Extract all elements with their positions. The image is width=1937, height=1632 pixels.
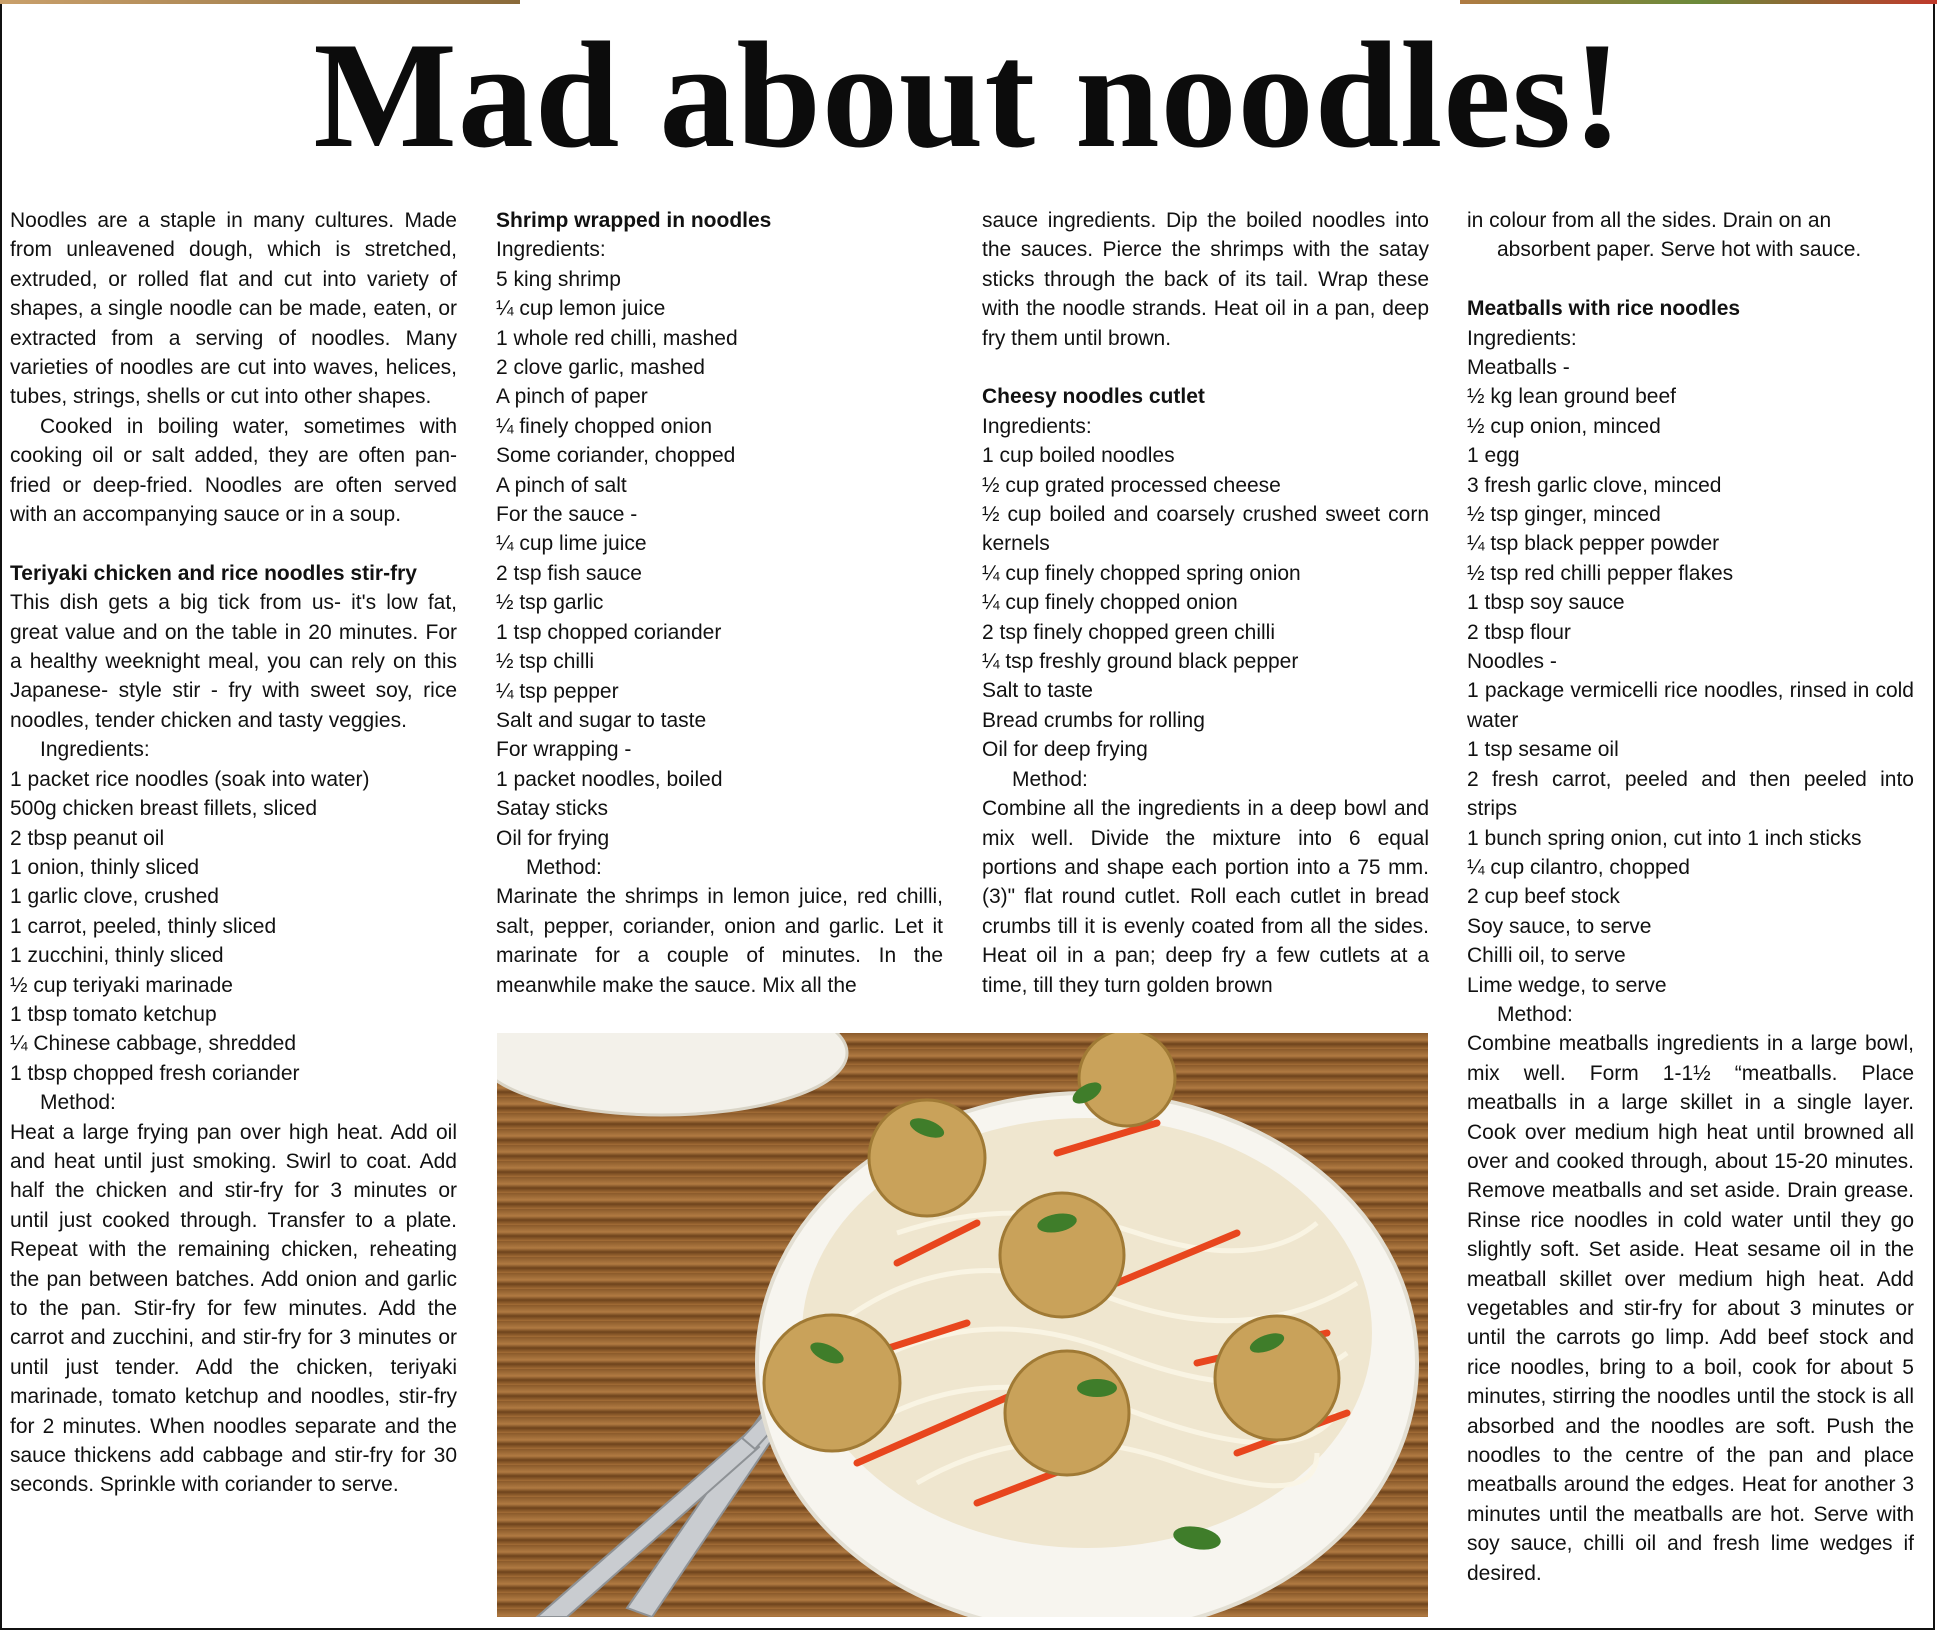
- ingredient: A pinch of salt: [496, 473, 627, 497]
- ingredient: Oil for deep frying: [982, 738, 1148, 762]
- ingredient: ¼ cup finely chopped onion: [982, 591, 1238, 615]
- ingredient: 1 packet rice noodles (soak into water): [10, 767, 370, 791]
- ingredient: 1 tbsp soy sauce: [1467, 591, 1625, 615]
- teriyaki-ingredient-list: [10, 765, 457, 1088]
- intro-paragraph-2: Cooked in boiling water, sometimes with cooking oil or salt added, they are often pan-fried or deep-fried. Noodles are often served with an accompanying sauce or in a soup.: [10, 414, 457, 527]
- ingredient: 1 zucchini, thinly sliced: [10, 944, 224, 968]
- ingredient: ½ tsp garlic: [496, 591, 604, 615]
- ingredient: Salt to taste: [982, 679, 1093, 703]
- ingredient: A pinch of paper: [496, 385, 648, 409]
- column-2: [496, 206, 943, 1000]
- cutlet-method-part-2a: in colour from all the sides. Drain on an: [1467, 209, 1832, 232]
- ingredient: 1 cup boiled noodles: [982, 444, 1175, 468]
- ingredient: 3 fresh garlic clove, minced: [1467, 473, 1722, 497]
- shrimp-ingredients-label: Ingredients:: [496, 238, 606, 262]
- ingredient: Some coriander, chopped: [496, 444, 736, 468]
- ingredient: 1 egg: [1467, 444, 1520, 468]
- ingredient: ¼ tsp freshly ground black pepper: [982, 650, 1299, 674]
- ingredient: ¼ cup finely chopped spring onion: [982, 561, 1301, 585]
- ingredient: Bread crumbs for rolling: [982, 708, 1205, 732]
- cutlet-method-part-1: Combine all the ingredients in a deep bowl and mix well. Divide the mixture into 6 equal portions and shape each portion into a 75 mm. (3)" flat round cutlet. Roll each cutlet in bread crumbs till it is evenly coated from all the sides. Heat oil in a pan; deep fry a few cutlets at a time, till they turn golden brown: [982, 797, 1429, 997]
- ingredient: 2 tbsp peanut oil: [10, 826, 165, 850]
- ingredient: ¼ cup lime juice: [496, 532, 647, 556]
- ingredient: 1 garlic clove, crushed: [10, 885, 219, 909]
- column-3: [982, 206, 1429, 1000]
- teriyaki-ingredients-label: Ingredients:: [40, 738, 150, 762]
- column-4: [1467, 206, 1914, 1588]
- ingredient: 5 king shrimp: [496, 267, 621, 291]
- ingredient: 1 whole red chilli, mashed: [496, 326, 738, 350]
- ingredient: 1 tbsp tomato ketchup: [10, 1002, 217, 1026]
- meatballs-ingredients-label: Ingredients:: [1467, 326, 1577, 350]
- cutlet-title: Cheesy noodles cutlet: [982, 385, 1205, 409]
- ingredient: For the sauce -: [496, 503, 638, 527]
- ingredient: Chilli oil, to serve: [1467, 944, 1626, 968]
- ingredient: 2 tsp fish sauce: [496, 561, 642, 585]
- cutlet-ingredients-label: Ingredients:: [982, 414, 1092, 438]
- ingredient: ½ cup onion, minced: [1467, 414, 1661, 438]
- ingredient: Oil for frying: [496, 826, 610, 850]
- ingredient: ¼ tsp black pepper powder: [1467, 532, 1720, 556]
- ingredient: 1 tbsp chopped fresh coriander: [10, 1061, 300, 1085]
- ingredient: ¼ Chinese cabbage, shredded: [10, 1032, 297, 1056]
- intro-paragraph-1: Noodles are a staple in many cultures. Made from unleavened dough, which is stretched, extruded, or rolled flat and cut into variety of shapes, a single noodle can be made, eaten, or extracted from a serving of noodles. Many varieties of noodles are cut into waves, helices, tubes, strings, shells or cut into other shapes.: [10, 209, 457, 409]
- ingredient: ¼ finely chopped onion: [496, 414, 712, 438]
- ingredient: 1 package vermicelli rice noodles, rinsed in cold water: [1467, 679, 1914, 732]
- ingredient: ¼ cup lemon juice: [496, 297, 666, 321]
- noodles-sub-label: Noodles -: [1467, 650, 1557, 674]
- teriyaki-method-label: Method:: [40, 1091, 116, 1115]
- cutlet-ingredient-list: [982, 441, 1429, 764]
- ingredient: 1 packet noodles, boiled: [496, 767, 723, 791]
- ingredient: Satay sticks: [496, 797, 609, 821]
- ingredient: ½ kg lean ground beef: [1467, 385, 1676, 409]
- meatball-noodle-bowl-illustration: [497, 1033, 1428, 1617]
- headline: Mad about noodles!: [313, 11, 1624, 179]
- meatballs-sub-label: Meatballs -: [1467, 356, 1570, 380]
- ingredient: 2 tsp finely chopped green chilli: [982, 620, 1276, 644]
- ingredient: ½ tsp chilli: [496, 650, 595, 674]
- ingredient: Soy sauce, to serve: [1467, 914, 1652, 938]
- ingredient: ½ tsp ginger, minced: [1467, 503, 1661, 527]
- meatball-ingredient-list: [1467, 382, 1914, 647]
- ingredient: ¼ tsp pepper: [496, 679, 619, 703]
- ingredient: ½ cup boiled and coarsely crushed sweet corn kernels: [982, 503, 1429, 556]
- ingredient: 2 cup beef stock: [1467, 885, 1620, 909]
- ingredient: ½ cup grated processed cheese: [982, 473, 1281, 497]
- teriyaki-method: Heat a large frying pan over high heat. Add oil and heat until just smoking. Swirl to coat. Add half the chicken and stir-fry for 3 minutes or until just cooked through. Transfer to a plate. Repeat with the remaining chicken, reheating the pan between batches. Add onion and garlic to the pan. Stir-fry for few minutes. Add the carrot and zucchini, and stir-fry for 3 minutes or until just tender. Add the chicken, teriyaki marinade, tomato ketchup and noodles, stir-fry for 2 minutes. When noodles separate and the sauce thickens add cabbage and stir-fry for 30 seconds. Sprinkle with coriander to serve.: [10, 1120, 457, 1497]
- ingredient: ½ cup teriyaki marinade: [10, 973, 233, 997]
- shrimp-title: Shrimp wrapped in noodles: [496, 209, 772, 232]
- ingredient: 2 fresh carrot, peeled and then peeled into strips: [1467, 767, 1914, 821]
- cutlet-method-label: Method:: [1012, 767, 1088, 791]
- shrimp-method-part-1: Marinate the shrimps in lemon juice, red chilli, salt, pepper, coriander, onion and garlic. Let it marinate for a couple of minutes. In the meanwhile make the sauce. Mix all the: [496, 885, 943, 997]
- meatballs-method-label: Method:: [1497, 1002, 1573, 1026]
- top-color-strip-right: [1460, 0, 1937, 4]
- ingredient: 2 clove garlic, mashed: [496, 356, 705, 380]
- shrimp-ingredient-list: [496, 265, 943, 853]
- column-1: [10, 206, 457, 1500]
- top-color-strip-left: [0, 0, 520, 4]
- shrimp-method-part-2: sauce ingredients. Dip the boiled noodles into the sauces. Pierce the shrimps with the satay sticks through the back of its tail. Wrap these with the noodle strands. Heat oil in a pan, deep fry them until brown.: [982, 209, 1429, 350]
- noodle-ingredient-list: [1467, 676, 1914, 999]
- ingredient: ½ tsp red chilli pepper flakes: [1467, 561, 1734, 585]
- ingredient: Lime wedge, to serve: [1467, 973, 1667, 997]
- cutlet-method-part-2b: absorbent paper. Serve hot with sauce.: [1497, 238, 1862, 262]
- ingredient: 1 tsp chopped coriander: [496, 620, 722, 644]
- ingredient: Salt and sugar to taste: [496, 708, 707, 732]
- ingredient: ¼ cup cilantro, chopped: [1467, 855, 1690, 879]
- ingredient: 1 bunch spring onion, cut into 1 inch sticks: [1467, 826, 1862, 850]
- teriyaki-description: This dish gets a big tick from us- it's low fat, great value and on the table in 20 minutes. For a healthy weeknight meal, you can rely on this Japanese- style stir - fry with sweet soy, rice noodles, tender chicken and tasty veggies.: [10, 591, 457, 732]
- ingredient: 1 onion, thinly sliced: [10, 855, 200, 879]
- ingredient: 2 tbsp flour: [1467, 620, 1571, 644]
- meatballs-title: Meatballs with rice noodles: [1467, 297, 1741, 321]
- meatballs-method: Combine meatballs ingredients in a large bowl, mix well. Form 1-1½ “meatballs. Place meatballs in a large skillet in a single layer. Cook over medium high heat until browned all over and cooked through, about 15-20 minutes. Remove meatballs and set aside. Drain grease. Rinse rice noodles in cold water until they go slightly soft. Set aside. Heat sesame oil in the meatball skillet over medium high heat. Add vegetables and stir-fry for about 3 minutes or until the carrots go limp. Add beef stock and rice noodles, bring to a boil, cook for about 5 minutes, stirring the noodles until the stock is all absorbed and the noodles are soft. Push the noodles to the centre of the pan and place meatballs around the edges. Heat for another 3 minutes until the meatballs are hot. Serve with soy sauce, chilli oil and fresh lime wedges if desired.: [1467, 1032, 1914, 1585]
- teriyaki-title: Teriyaki chicken and rice noodles stir-fry: [10, 561, 417, 585]
- food-photo: [497, 1033, 1428, 1617]
- ingredient: 1 carrot, peeled, thinly sliced: [10, 914, 277, 938]
- ingredient: 500g chicken breast fillets, sliced: [10, 797, 317, 821]
- ingredient: For wrapping -: [496, 738, 632, 762]
- shrimp-method-label: Method:: [526, 855, 602, 879]
- ingredient: 1 tsp sesame oil: [1467, 738, 1619, 762]
